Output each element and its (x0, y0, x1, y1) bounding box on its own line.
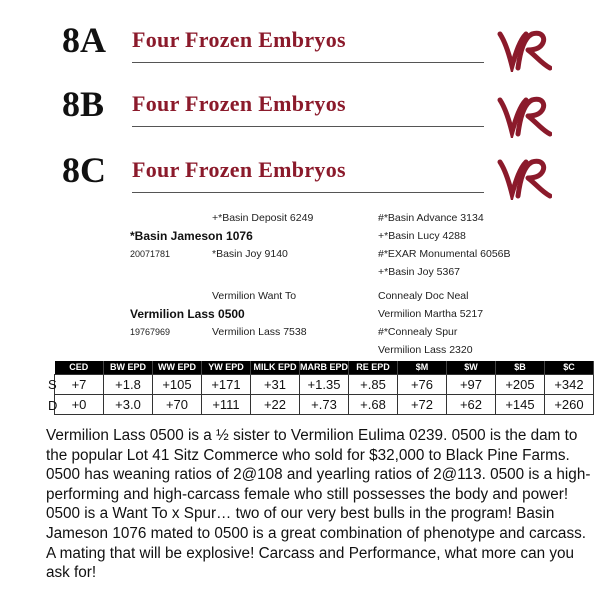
epd-header: $M (398, 361, 447, 375)
pedigree-dam-of-dam: Vermilion Lass 7538 (212, 326, 307, 338)
lot-number: 8B (62, 84, 105, 124)
epd-cell: +72 (398, 395, 447, 415)
pedigree-far-ancestor: #*Connealy Spur (378, 326, 458, 338)
epd-header: MILK EPD (251, 361, 300, 375)
epd-cell: +76 (398, 375, 447, 395)
epd-header: $C (545, 361, 594, 375)
epd-cell: +171 (202, 375, 251, 395)
epd-header: YW EPD (202, 361, 251, 375)
epd-cell: +97 (447, 375, 496, 395)
lot-number: 8A (62, 20, 106, 60)
pedigree-sire-of-dam: Vermilion Want To (212, 290, 297, 302)
pedigree-dam-name: Vermilion Lass 0500 (130, 307, 245, 321)
epd-row-label: D (48, 398, 58, 413)
pedigree-far-ancestor: Connealy Doc Neal (378, 290, 469, 302)
epd-row-label: S (48, 377, 57, 392)
epd-header: $B (496, 361, 545, 375)
pedigree-far-ancestor: #*EXAR Monumental 6056B (378, 248, 511, 260)
pedigree-dam-reg: 19767969 (130, 327, 171, 337)
epd-cell: +105 (153, 375, 202, 395)
epd-cell: +0 (55, 395, 104, 415)
lot-title: Four Frozen Embryos (132, 27, 346, 52)
epd-cell: +145 (496, 395, 545, 415)
lot-heading-8c (62, 150, 492, 196)
epd-header: WW EPD (153, 361, 202, 375)
epd-header: $W (447, 361, 496, 375)
pedigree-far-ancestor: +*Basin Lucy 4288 (378, 230, 466, 242)
epd-cell: +1.8 (104, 375, 153, 395)
pedigree-sire-name: *Basin Jameson 1076 (130, 229, 253, 243)
pedigree-far-ancestor: Vermilion Lass 2320 (378, 344, 473, 356)
epd-cell: +22 (251, 395, 300, 415)
epd-cell: +3.0 (104, 395, 153, 415)
epd-table (54, 361, 594, 415)
epd-header: BW EPD (104, 361, 153, 375)
lot-heading-8a (62, 20, 492, 66)
pedigree-sire-reg: 20071781 (130, 249, 171, 259)
lot-title: Four Frozen Embryos (132, 91, 346, 116)
epd-cell: +342 (545, 375, 594, 395)
pedigree-dam-of-sire: *Basin Joy 9140 (212, 248, 288, 260)
epd-cell: +70 (153, 395, 202, 415)
divider (132, 192, 484, 193)
epd-cell: +.73 (300, 395, 349, 415)
lot-title: Four Frozen Embryos (132, 157, 346, 182)
divider (132, 126, 484, 127)
epd-cell: +205 (496, 375, 545, 395)
epd-cell: +31 (251, 375, 300, 395)
epd-cell: +1.35 (300, 375, 349, 395)
divider (132, 62, 484, 63)
vr-brand-icon (496, 28, 552, 72)
epd-header: RE EPD (349, 361, 398, 375)
lot-number: 8C (62, 150, 106, 190)
epd-cell: +260 (545, 395, 594, 415)
vr-brand-icon (496, 94, 552, 138)
epd-cell: +7 (55, 375, 104, 395)
lot-heading-8b (62, 84, 492, 130)
pedigree-far-ancestor: Vermilion Martha 5217 (378, 308, 484, 320)
epd-header: MARB EPD (300, 361, 349, 375)
epd-cell: +.85 (349, 375, 398, 395)
epd-header: CED (55, 361, 104, 375)
epd-cell: +.68 (349, 395, 398, 415)
epd-row-dam (55, 395, 594, 415)
pedigree-sire-of-sire: +*Basin Deposit 6249 (212, 212, 314, 224)
vr-brand-icon (496, 156, 552, 200)
lot-description: Vermilion Lass 0500 is a ½ sister to Vermilion Eulima 0239. 0500 is the dam to the popular Lot 41 Sitz Commerce who sold for $32,000 to Black Pine Farms. 0500 has weaning ratios of 2@108 and yearling ratios of 2@113. 0500 is a high-performing and high-carcass female who still possesses the body and power! 0500 is a Want To x Spur… two of our very best bulls in the program! Basin Jameson 1076 mated to 0500 is a great combination of phenotype and carcass. A mating that will be explosive! Carcass and Performance, what more can you ask for! (46, 427, 591, 582)
epd-row-sire (55, 375, 594, 395)
epd-cell: +111 (202, 395, 251, 415)
pedigree-far-ancestor: +*Basin Joy 5367 (378, 266, 461, 278)
pedigree-far-ancestor: #*Basin Advance 3134 (378, 212, 484, 224)
epd-header-row (55, 361, 594, 375)
epd-cell: +62 (447, 395, 496, 415)
